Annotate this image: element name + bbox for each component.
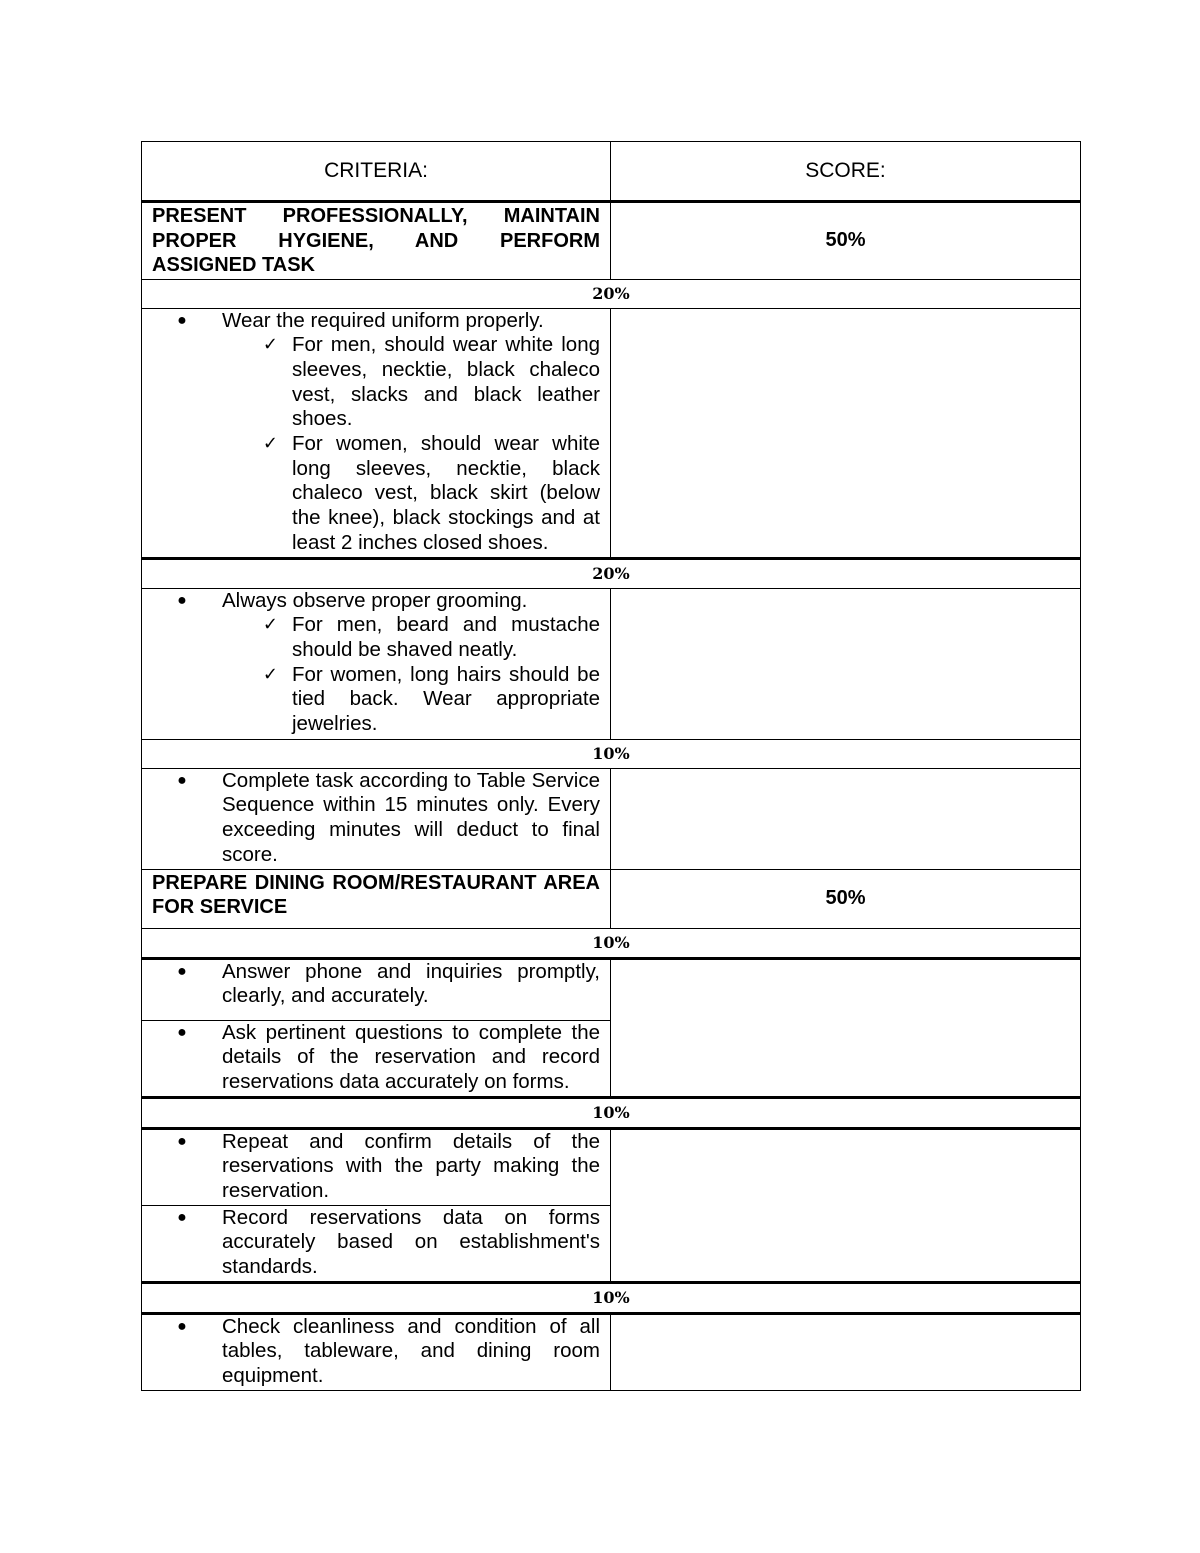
weight-label-5: 10%	[142, 1097, 1081, 1128]
list-item	[142, 1206, 600, 1280]
score-cell-reservation-2[interactable]	[611, 1128, 1081, 1282]
checkmark-icon: ✓	[262, 614, 278, 636]
phone-text: Answer phone and inquiries promptly, clearly, and accurately.	[222, 959, 600, 1008]
criteria-row-repeat	[142, 1128, 1081, 1205]
criteria-row-clean	[142, 1313, 1081, 1390]
section-title-1: PRESENT PROFESSIONALLY, MAINTAIN PROPER HYGIENE, AND PERFORM ASSIGNED TASK	[142, 202, 611, 280]
repeat-text: Repeat and confirm details of the reservations with the party making the reservation.	[222, 1129, 600, 1202]
bullet-icon: ●	[177, 962, 187, 980]
list-item	[142, 309, 600, 334]
score-cell-clean[interactable]	[611, 1313, 1081, 1390]
list-item	[142, 1021, 600, 1095]
weight-row-6	[142, 1282, 1081, 1313]
bullet-icon: ●	[177, 591, 187, 609]
grooming-women-text: For women, long hairs should be tied back. Wear appropriate jewelries.	[292, 662, 600, 736]
checkmark-icon: ✓	[262, 433, 278, 455]
weight-row-2	[142, 558, 1081, 588]
bullet-icon: ●	[177, 1023, 187, 1041]
score-cell-task[interactable]	[611, 768, 1081, 869]
bullet-icon: ●	[177, 1132, 187, 1150]
criteria-row-grooming	[142, 588, 1081, 739]
list-item	[142, 613, 600, 662]
weight-row-1	[142, 279, 1081, 308]
weight-label-4: 10%	[142, 928, 1081, 958]
criteria-header: CRITERIA:	[142, 142, 611, 202]
section-score-2: 50%	[611, 869, 1081, 928]
criteria-cell-clean	[142, 1313, 611, 1390]
criteria-cell-record	[142, 1205, 611, 1282]
grooming-bullet-text: Always observe proper grooming.	[222, 588, 528, 612]
bullet-icon: ●	[177, 1208, 187, 1226]
section-score-1: 50%	[611, 202, 1081, 280]
weight-label-6: 10%	[142, 1282, 1081, 1313]
section-row-2	[142, 869, 1081, 928]
weight-row-3	[142, 739, 1081, 768]
score-cell-grooming[interactable]	[611, 588, 1081, 739]
list-item	[142, 663, 600, 737]
header-row	[142, 142, 1081, 202]
grooming-men-text: For men, beard and mustache should be shaved neatly.	[292, 613, 600, 661]
checkmark-icon: ✓	[262, 334, 278, 356]
uniform-women-text: For women, should wear white long sleeves, necktie, black chaleco vest, black skirt (below the knee), black stockings and at least 2 inches closed shoes.	[292, 432, 600, 554]
list-item	[142, 589, 600, 614]
section-row-1	[142, 202, 1081, 280]
criteria-cell-questions	[142, 1020, 611, 1097]
questions-text: Ask pertinent questions to complete the details of the reservation and record reservations data accurately on forms.	[222, 1020, 600, 1093]
checkmark-icon: ✓	[262, 663, 278, 685]
bullet-icon: ●	[177, 1317, 187, 1335]
bullet-icon: ●	[177, 771, 187, 789]
criteria-cell-phone	[142, 958, 611, 1020]
clean-text: Check cleanliness and condition of all tables, tableware, and dining room equipment.	[222, 1314, 600, 1387]
list-item	[142, 432, 600, 556]
task-text: Complete task according to Table Service Sequence within 15 minutes only. Every exceeding minutes will deduct to final score.	[222, 768, 600, 866]
record-text: Record reservations data on forms accurately based on establishment's standards.	[222, 1205, 600, 1278]
criteria-row-phone	[142, 958, 1081, 1020]
criteria-row-task	[142, 768, 1081, 869]
list-item	[142, 769, 600, 868]
criteria-cell-grooming	[142, 588, 611, 739]
uniform-bullet-text: Wear the required uniform properly.	[222, 308, 544, 332]
weight-row-4	[142, 928, 1081, 958]
score-header: SCORE:	[611, 142, 1081, 202]
list-item	[142, 960, 600, 1009]
weight-label-3: 10%	[142, 739, 1081, 768]
criteria-cell-repeat	[142, 1128, 611, 1205]
list-item	[142, 333, 600, 432]
score-cell-reservation-1[interactable]	[611, 958, 1081, 1097]
weight-label-2: 20%	[142, 558, 1081, 588]
list-item	[142, 1315, 600, 1389]
weight-label-1: 20%	[142, 279, 1081, 308]
criteria-cell-uniform	[142, 308, 611, 558]
criteria-score-table	[141, 141, 1081, 1391]
criteria-row-uniform	[142, 308, 1081, 558]
section-title-2: PREPARE DINING ROOM/RESTAURANT AREA FOR SERVICE	[142, 869, 611, 928]
weight-row-5	[142, 1097, 1081, 1128]
uniform-men-text: For men, should wear white long sleeves, necktie, black chaleco vest, slacks and black leather shoes.	[292, 333, 600, 431]
bullet-icon: ●	[177, 311, 187, 329]
criteria-cell-task	[142, 768, 611, 869]
score-cell-uniform[interactable]	[611, 308, 1081, 558]
list-item	[142, 1130, 600, 1204]
